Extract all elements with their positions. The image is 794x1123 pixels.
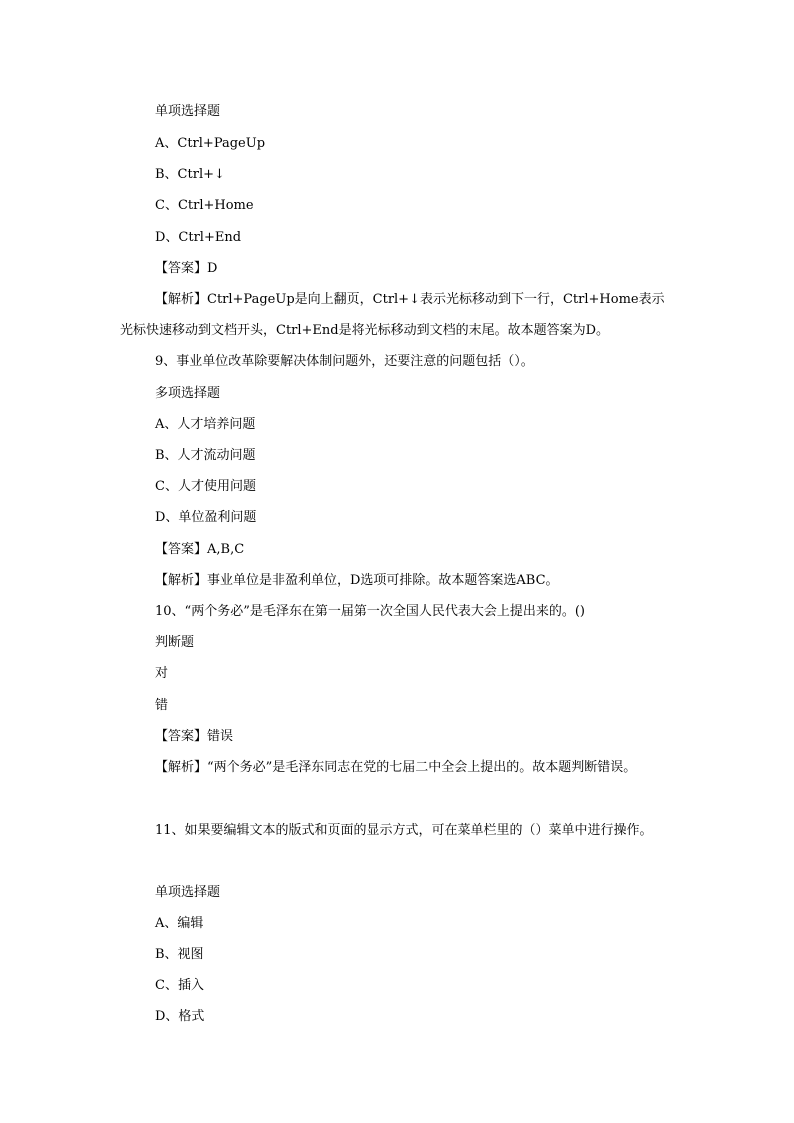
q11-question: 11、如果要编辑文本的版式和页面的显示方式，可在菜单栏里的（）菜单中进行操作。	[155, 823, 653, 838]
q8-option-a: A、Ctrl+PageUp	[155, 136, 266, 151]
q9-type: 多项选择题	[155, 386, 221, 401]
q10-question: 10、“两个务必”是毛泽东在第一届第一次全国人民代表大会上提出来的。()	[155, 604, 585, 619]
q11-type: 单项选择题	[155, 885, 221, 900]
q10-analysis: 【解析】“两个务必”是毛泽东同志在党的七届二中全会上提出的。故本题判断错误。	[155, 760, 637, 775]
q8-analysis-line2: 光标快速移动到文档开头，Ctrl+End是将光标移动到文档的末尾。故本题答案为D。	[120, 323, 610, 338]
q9-option-a: A、人才培养问题	[155, 417, 256, 432]
q11-option-d: D、格式	[155, 1009, 205, 1024]
q10-option-false: 错	[155, 698, 169, 713]
q10-option-true: 对	[155, 666, 169, 681]
q11-option-c: C、插入	[155, 978, 204, 993]
q10-type: 判断题	[155, 635, 195, 650]
q9-answer: 【答案】A,B,C	[155, 542, 245, 557]
q8-option-c: C、Ctrl+Home	[155, 198, 254, 213]
q11-option-a: A、编辑	[155, 916, 204, 931]
q8-option-b: B、Ctrl+↓	[155, 167, 225, 182]
q8-answer: 【答案】D	[155, 261, 218, 276]
q11-option-b: B、视图	[155, 947, 204, 962]
q10-answer: 【答案】错误	[155, 729, 234, 744]
q9-option-c: C、人才使用问题	[155, 479, 256, 494]
q8-analysis-line1: 【解析】Ctrl+PageUp是向上翻页，Ctrl+↓表示光标移动到下一行，Ctrl+Home表示	[155, 292, 665, 307]
q9-question: 9、事业单位改革除要解决体制问题外，还要注意的问题包括（）。	[155, 354, 534, 369]
q9-option-d: D、单位盈利问题	[155, 510, 257, 525]
q9-analysis: 【解析】事业单位是非盈利单位，D选项可排除。故本题答案选ABC。	[155, 573, 559, 588]
q8-option-d: D、Ctrl+End	[155, 230, 242, 245]
q8-type: 单项选择题	[155, 104, 221, 119]
q9-option-b: B、人才流动问题	[155, 448, 256, 463]
